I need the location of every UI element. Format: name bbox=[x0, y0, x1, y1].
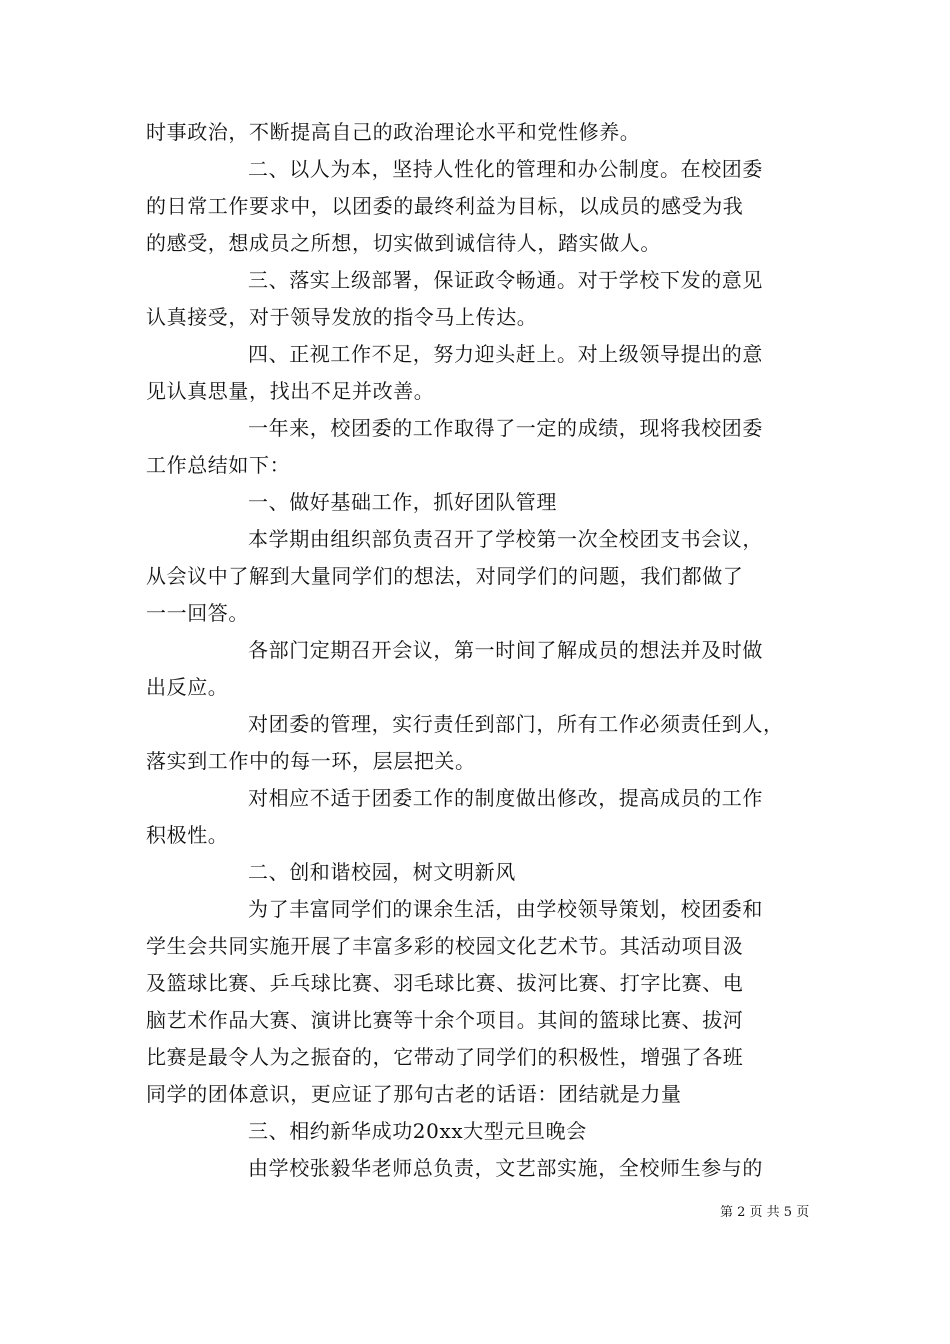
section-heading: 二、创和谐校园，树文明新风 bbox=[248, 860, 516, 884]
text-line: 一年来，校团委的工作取得了一定的成绩，现将我校团委 bbox=[248, 416, 763, 440]
text-line: 对相应不适于团委工作的制度做出修改，提高成员的工作 bbox=[248, 786, 763, 810]
section-heading: 三、相约新华成功20xx大型元旦晚会 bbox=[248, 1119, 587, 1143]
document-body bbox=[146, 114, 808, 1187]
text-line: 一一回答。 bbox=[146, 601, 249, 625]
text-line: 由学校张毅华老师总负责，文艺部实施，全校师生参与的 bbox=[248, 1156, 763, 1180]
text-line: 为了丰富同学们的课余生活，由学校领导策划，校团委和 bbox=[248, 897, 763, 921]
text-line: 对团委的管理，实行责任到部门，所有工作必须责任到人， bbox=[248, 712, 784, 736]
text-line: 比赛是最令人为之振奋的，它带动了同学们的积极性，增强了各班 bbox=[146, 1045, 744, 1069]
text-line: 出反应。 bbox=[146, 675, 229, 699]
text-line: 各部门定期召开会议，第一时间了解成员的想法并及时做 bbox=[248, 638, 763, 662]
text-line: 三、落实上级部署，保证政令畅通。对于学校下发的意见 bbox=[248, 268, 763, 292]
text-line: 四、正视工作不足，努力迎头赶上。对上级领导提出的意 bbox=[248, 342, 763, 366]
text-line: 工作总结如下： bbox=[146, 453, 291, 477]
text-line: 及篮球比赛、乒乓球比赛、羽毛球比赛、拔河比赛、打字比赛、电 bbox=[146, 971, 744, 995]
text-line: 从会议中了解到大量同学们的想法，对同学们的问题，我们都做了 bbox=[146, 564, 744, 588]
text-line: 本学期由组织部负责召开了学校第一次全校团支书会议， bbox=[248, 527, 763, 551]
text-line: 的日常工作要求中，以团委的最终利益为目标，以成员的感受为我 bbox=[146, 194, 744, 218]
text-line: 积极性。 bbox=[146, 823, 229, 847]
page-number-footer: 第 2 页 共 5 页 bbox=[720, 1205, 810, 1220]
text-line: 脑艺术作品大赛、演讲比赛等十余个项目。其间的篮球比赛、拔河 bbox=[146, 1008, 744, 1032]
text-line: 时事政治，不断提高自己的政治理论水平和党性修养。 bbox=[146, 120, 641, 144]
text-line: 二、以人为本，坚持人性化的管理和办公制度。在校团委 bbox=[248, 157, 763, 181]
text-line: 见认真思量，找出不足并改善。 bbox=[146, 379, 435, 403]
text-line: 学生会共同实施开展了丰富多彩的校园文化艺术节。其活动项目汲 bbox=[146, 934, 744, 958]
text-line: 认真接受，对于领导发放的指令马上传达。 bbox=[146, 305, 538, 329]
text-line: 落实到工作中的每一环，层层把关。 bbox=[146, 749, 476, 773]
text-line: 同学的团体意识，更应证了那句古老的话语：团结就是力量 bbox=[146, 1082, 682, 1106]
section-heading: 一、做好基础工作，抓好团队管理 bbox=[248, 490, 557, 514]
text-line: 的感受，想成员之所想，切实做到诚信待人，踏实做人。 bbox=[146, 231, 661, 255]
